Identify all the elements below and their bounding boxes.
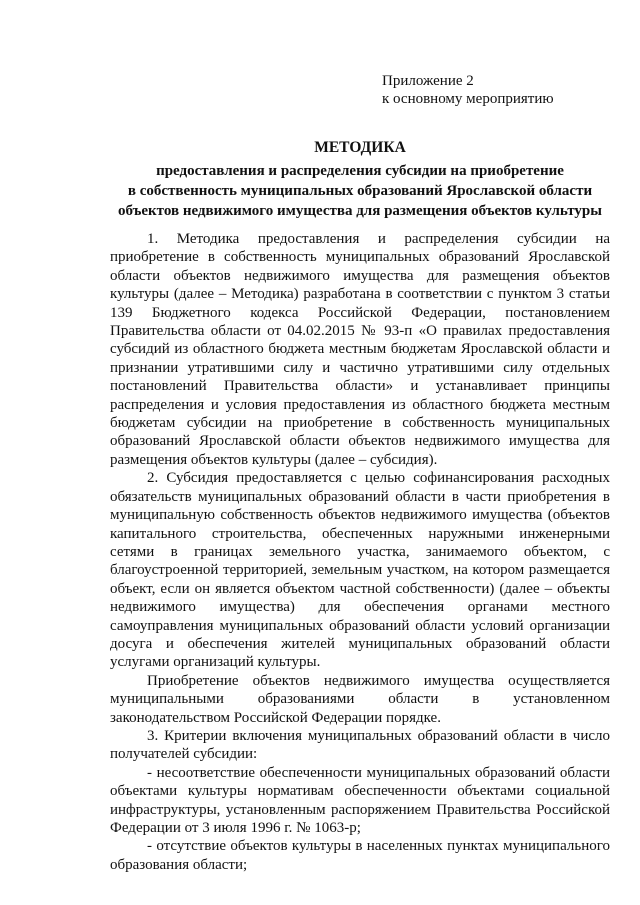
paragraph-2: 2. Субсидия предоставляется с целью софинансирования расходных обязательств муниципальных образований области в части приобретения в муниципальную собственность объектов недвижимого имущества (объектов капитального строительства, обеспеченных наружными инженерными сетями в границах земельного участка, занимаемого объектом, с благоустроенной территорией, земельным участком, на котором размещается объект, если он является объектом частной собственности) (далее – объекты недвижимого имущества) для обеспечения органами местного самоуправления муниципальных образований области условий организации досуга и обеспечения жителей муниципальных образований области услугами организаций культуры.: [110, 470, 610, 671]
appendix-line-2: к основному мероприятию: [382, 91, 554, 107]
title-line-3: объектов недвижимого имущества для размещения объектов культуры: [118, 203, 602, 219]
paragraph-5: - несоответствие обеспеченности муниципальных образований области объектами культуры нормативам обеспеченности объектами социальной инфраструктуры, установленным распоряжением Правительства Российской Федерации от 3 июля 1996 г. № 1063-р;: [110, 764, 610, 836]
appendix-note: [382, 72, 554, 108]
paragraph-3: Приобретение объектов недвижимого имущества осуществляется муниципальными образованиями области в установленном законодательством Российской Федерации порядке.: [110, 672, 610, 726]
document-body: [110, 230, 610, 874]
appendix-line-1: Приложение 2: [382, 73, 474, 89]
paragraph-4: 3. Критерии включения муниципальных образований области в число получателей субсидии:: [110, 727, 610, 763]
paragraph-1: 1. Методика предоставления и распределения субсидии на приобретение в собственность муниципальных образований Ярославской области объектов недвижимого имущества для размещения объектов культуры (далее – Методика) разработана в соответствии с пунктом 3 статьи 139 Бюджетного кодекса Российской Федерации, постановлением Правительства области от 04.02.2015 № 93-п «О правилах предоставления субсидий из областного бюджета местным бюджетам Ярославской области и признании утратившими силу и частично утратившими силу отдельных постановлений Правительства области» и устанавливает принципы распределения и условия предоставления из областного бюджета местным бюджетам субсидии на приобретение в собственность муниципальных образований Ярославской области объектов недвижимого имущества для размещения объектов культуры (далее – субсидия).: [110, 231, 610, 468]
paragraph-6: - отсутствие объектов культуры в населенных пунктах муниципального образования области;: [110, 838, 610, 873]
title-line-1: предоставления и распределения субсидии на приобретение: [156, 163, 564, 179]
document-title: [60, 138, 640, 221]
title-line-2: в собственность муниципальных образований Ярославской области: [127, 183, 593, 199]
title-main: МЕТОДИКА: [314, 139, 406, 156]
